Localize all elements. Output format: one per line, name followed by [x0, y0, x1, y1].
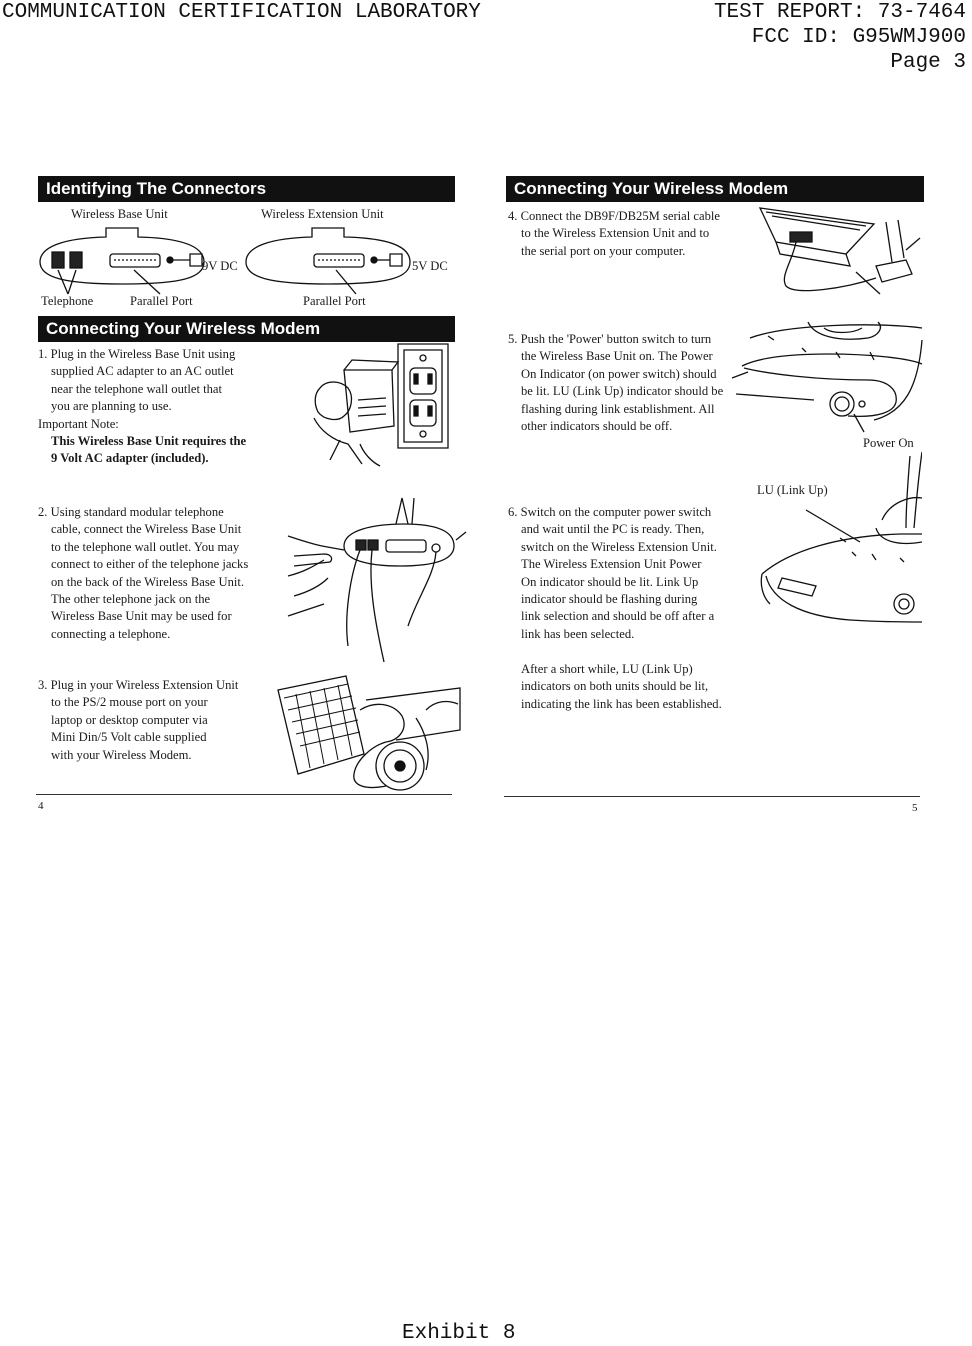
link-established-line: indicating the link has been established. [521, 696, 722, 711]
important-note-line: This Wireless Base Unit requires the [51, 434, 247, 449]
exhibit-label: Exhibit 8 [402, 1322, 516, 1345]
step5-text [508, 331, 746, 435]
step2-line: The other telephone jack on the [51, 592, 211, 607]
step1-line: supplied AC adapter to an AC outlet [51, 364, 234, 379]
step5-line: flashing during link establishment. All [521, 401, 715, 416]
page-number: Page 3 [890, 51, 966, 74]
step3-line: 3. Plug in your Wireless Extension Unit [38, 678, 239, 692]
step4-line: 4. Connect the DB9F/DB25M serial cable [508, 209, 720, 223]
power-on-label: Power On [863, 436, 914, 450]
step6-line: The Wireless Extension Unit Power [521, 557, 702, 572]
step2-line: Wireless Base Unit may be used for [51, 609, 232, 624]
test-report-number: TEST REPORT: 73-7464 [713, 1, 966, 24]
ac-adapter-outlet-illustration [300, 340, 452, 468]
base-parallel-port-label: Parallel Port [130, 294, 193, 308]
left-page-rule [36, 794, 452, 795]
link-established-text [521, 661, 757, 713]
step6-line: switch on the Wireless Extension Unit. [521, 539, 717, 554]
step5-line: On Indicator (on power switch) should [521, 366, 717, 381]
serial-cable-illustration [756, 202, 922, 298]
connectors-illustration [36, 224, 456, 296]
step6-text [508, 504, 744, 643]
step4-text [508, 208, 758, 260]
step2-line: connect to either of the telephone jacks [51, 557, 249, 572]
step5-line: 5. Push the 'Power' button switch to turn [508, 332, 712, 346]
lu-link-up-label: LU (Link Up) [757, 483, 828, 497]
link-established-line: indicators on both units should be lit, [521, 679, 709, 694]
step4-line: to the Wireless Extension Unit and to [521, 226, 710, 241]
lab-name: COMMUNICATION CERTIFICATION LABORATORY [2, 1, 481, 24]
right-page-rule [504, 796, 920, 797]
step3-line: with your Wireless Modem. [51, 747, 192, 762]
step4-line: the serial port on your computer. [521, 243, 686, 258]
right-page-number: 5 [912, 802, 918, 814]
step3-line: laptop or desktop computer via [51, 712, 208, 727]
step5-line: be lit. LU (Link Up) indicator should be [521, 384, 724, 399]
extension-unit-label: Wireless Extension Unit [261, 207, 384, 221]
base-unit-label: Wireless Base Unit [71, 207, 168, 221]
step2-line: connecting a telephone. [51, 626, 171, 641]
fcc-id: FCC ID: G95WMJ900 [751, 26, 966, 49]
report-header [714, 0, 966, 75]
connectors-title: Identifying The Connectors [38, 176, 455, 202]
important-note-line: 9 Volt AC adapter (included). [51, 451, 209, 466]
step1-text [38, 346, 284, 468]
step5-line: the Wireless Base Unit on. The Power [521, 349, 713, 364]
telephone-label: Telephone [41, 294, 94, 308]
step6-line: indicator should be flashing during [521, 592, 698, 607]
right-connecting-title: Connecting Your Wireless Modem [506, 176, 924, 202]
step3-line: Mini Din/5 Volt cable supplied [51, 730, 207, 745]
step2-text [38, 504, 288, 643]
step2-line: on the back of the Wireless Base Unit. [51, 574, 245, 589]
step1-line: 1. Plug in the Wireless Base Unit using [38, 347, 236, 361]
left-connecting-title: Connecting Your Wireless Modem [38, 316, 455, 342]
step2-line: to the telephone wall outlet. You may [51, 539, 240, 554]
step1-line: near the telephone wall outlet that [51, 381, 222, 396]
base-power-label: 9V DC [202, 259, 238, 273]
step6-line: and wait until the PC is ready. Then, [521, 522, 705, 537]
link-established-line: After a short while, LU (Link Up) [521, 662, 693, 676]
step6-line: 6. Switch on the computer power switch [508, 505, 712, 519]
step6-line: link has been selected. [521, 626, 635, 641]
step6-line: link selection and should be off after a [521, 609, 715, 624]
telephone-cable-illustration [284, 496, 468, 666]
step3-line: to the PS/2 mouse port on your [51, 695, 208, 710]
step2-line: 2. Using standard modular telephone [38, 505, 224, 519]
extension-parallel-port-label: Parallel Port [303, 294, 366, 308]
ps2-cable-laptop-illustration [276, 670, 462, 792]
left-page-number: 4 [38, 800, 44, 812]
step3-text [38, 677, 278, 764]
extension-unit-linkup-illustration [760, 450, 922, 630]
step2-line: cable, connect the Wireless Base Unit [51, 522, 242, 537]
important-note-label: Important Note: [38, 416, 119, 431]
step6-line: On indicator should be lit. Link Up [521, 574, 699, 589]
step5-line: other indicators should be off. [521, 419, 673, 434]
step1-line: you are planning to use. [51, 399, 172, 414]
extension-power-label: 5V DC [412, 259, 448, 273]
